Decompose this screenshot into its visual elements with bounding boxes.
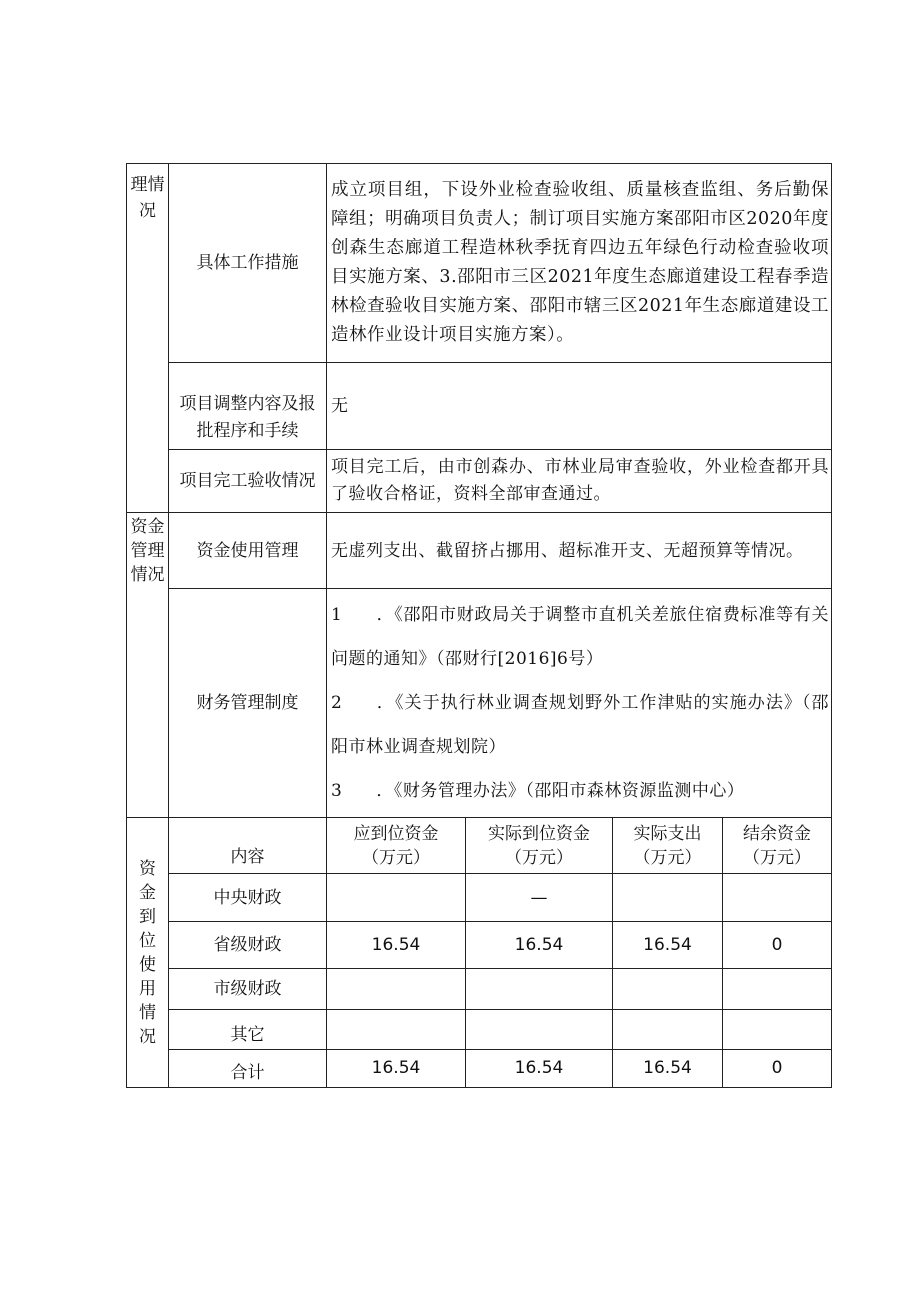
cell-actual-in: 16.54 (466, 922, 613, 969)
cell-spent (613, 969, 723, 1010)
cell-due: 16.54 (327, 922, 466, 969)
finance-item-text: ．《财务管理办法》（邵阳市森林资源监测中心） (376, 781, 745, 801)
header-spent-line1: 实际支出 (633, 823, 702, 844)
row-fund-use (127, 513, 832, 589)
finance-system-list (327, 589, 832, 818)
work-measures-label: 具体工作措施 (169, 164, 327, 363)
row-acceptance (127, 450, 832, 513)
section-fund-use-label: 资金到位使用情况 (139, 858, 156, 1047)
section-fund-use-cell (127, 818, 169, 1088)
row-adjustment (127, 363, 832, 450)
row-label: 中央财政 (169, 874, 327, 922)
header-actual-in-line2: （万元） (505, 847, 573, 868)
finance-item-text: ．《关于执行林业调查规划野外工作津贴的实施办法》（邵阳市林业调查规划院） (331, 693, 830, 757)
cell-spent (613, 874, 723, 922)
section-fund-mgmt-label: 资金管理情况 (130, 517, 165, 585)
section-fund-mgmt-cell (127, 513, 169, 818)
adjustment-label: 项目调整内容及报批程序和手续 (169, 363, 327, 450)
cell-balance: 0 (723, 1050, 832, 1088)
cell-balance (723, 1010, 832, 1050)
header-spent-line2: （万元） (633, 847, 702, 868)
finance-item-number: 1 (331, 605, 343, 625)
finance-item-3 (331, 769, 829, 813)
finance-item-number: 2 (331, 693, 343, 713)
header-balance-line2: （万元） (743, 847, 812, 868)
table-row (127, 1010, 832, 1050)
cell-due: 16.54 (327, 1050, 466, 1088)
cell-actual-in (466, 969, 613, 1010)
header-actual-in-line1: 实际到位资金 (488, 823, 590, 844)
header-balance (723, 818, 832, 874)
cell-spent: 16.54 (613, 1050, 723, 1088)
header-actual-in (466, 818, 613, 874)
fund-use-label: 资金使用管理 (169, 513, 327, 589)
row-work-measures (127, 164, 832, 363)
cell-balance (723, 969, 832, 1010)
header-spent (613, 818, 723, 874)
cell-actual-in (466, 1010, 613, 1050)
row-label: 合计 (169, 1050, 327, 1088)
table-row (127, 922, 832, 969)
header-due-line2: （万元） (362, 847, 430, 868)
finance-item-text: ．《邵阳市财政局关于调整市直机关差旅住宿费标准等有关问题的通知》（邵财行[2016]6号） (331, 605, 830, 669)
header-content: 内容 (169, 818, 327, 874)
table-row (127, 874, 832, 922)
finance-item-number: 3 (331, 781, 343, 801)
cell-actual-in: 16.54 (466, 1050, 613, 1088)
acceptance-label: 项目完工验收情况 (169, 450, 327, 513)
cell-due (327, 874, 466, 922)
cell-balance (723, 874, 832, 922)
table-row-total (127, 1050, 832, 1088)
cell-balance: 0 (723, 922, 832, 969)
cell-actual-in: — (466, 874, 613, 922)
adjustment-text: 无 (327, 363, 832, 450)
row-label: 其它 (169, 1010, 327, 1050)
table-row (127, 969, 832, 1010)
finance-item-2 (331, 681, 829, 769)
cell-due (327, 1010, 466, 1050)
finance-system-label: 财务管理制度 (169, 589, 327, 818)
row-label: 省级财政 (169, 922, 327, 969)
cell-spent: 16.54 (613, 922, 723, 969)
cell-due (327, 969, 466, 1010)
header-due (327, 818, 466, 874)
project-evaluation-table (126, 163, 832, 1088)
header-due-line1: 应到位资金 (353, 823, 439, 844)
section-implementation-label: 理情况 (130, 175, 165, 221)
finance-item-1 (331, 593, 829, 681)
acceptance-text: 项目完工后，由市创森办、市林业局审查验收，外业检查都开具了验收合格证，资料全部审查通过。 (327, 450, 832, 513)
cell-spent (613, 1010, 723, 1050)
row-finance-system (127, 589, 832, 818)
funds-header-row (127, 818, 832, 874)
row-label: 市级财政 (169, 969, 327, 1010)
work-measures-text: 成立项目组，下设外业检查验收组、质量核查监组、务后勤保障组；明确项目负责人；制订项目实施方案邵阳市区2020年度创森生态廊道工程造林秋季抚育四边五年绿色行动检查验收项目实施方案、3.邵阳市三区2021年度生态廊道建设工程春季造林检查验收目实施方案、邵阳市辖三区2021年生态廊道建设工造林作业设计项目实施方案）。 (327, 164, 832, 363)
header-balance-line1: 结余资金 (743, 823, 812, 844)
section-implementation-cell (127, 164, 169, 513)
fund-use-text: 无虚列支出、截留挤占挪用、超标准开支、无超预算等情况。 (327, 513, 832, 589)
